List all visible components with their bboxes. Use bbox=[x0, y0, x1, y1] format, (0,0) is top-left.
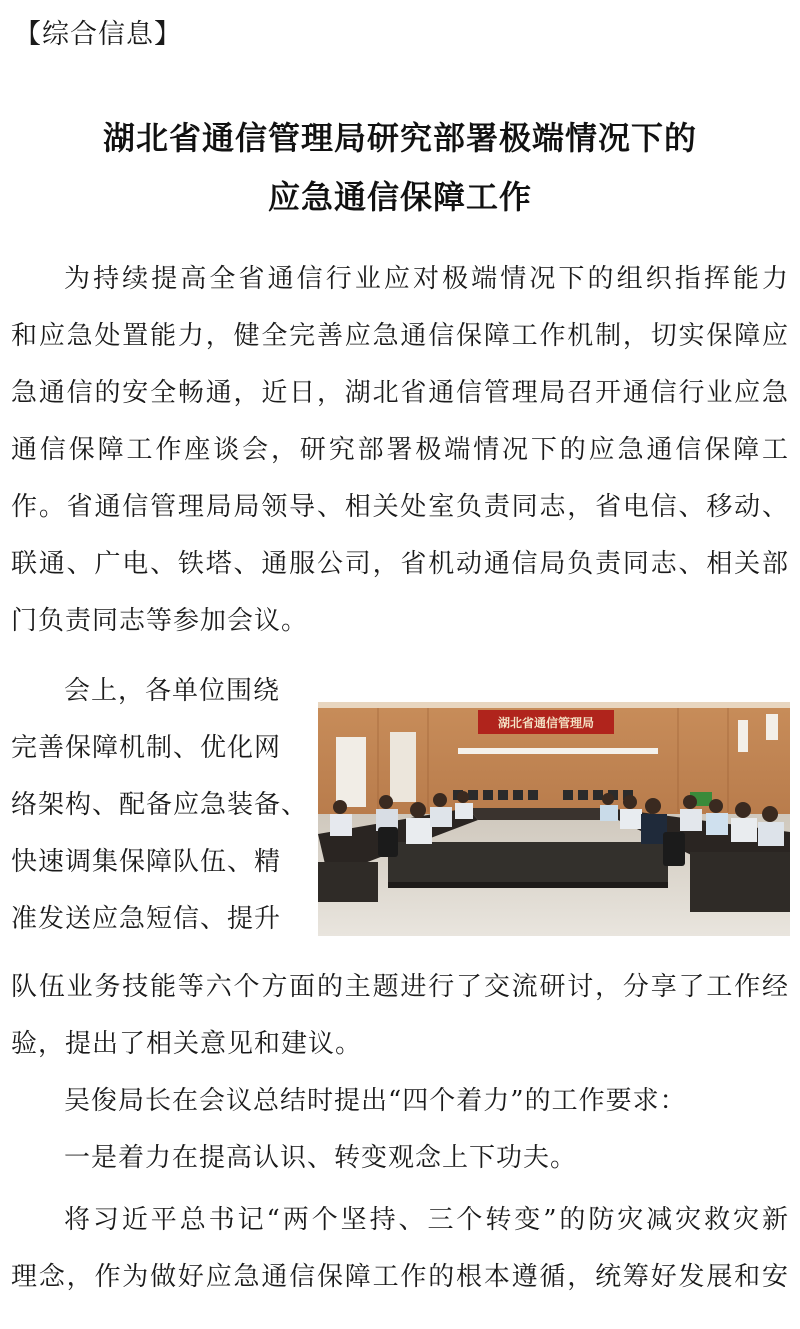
paragraph-2-line: 验，提出了相关意见和建议。 bbox=[11, 1029, 363, 1059]
paragraph-2-line: 会上，各单位围绕 bbox=[64, 676, 281, 706]
paragraph-4: 一是着力在提高认识、转变观念上下功夫。 bbox=[64, 1143, 578, 1173]
paragraph-2-line: 队伍业务技能等六个方面的主题进行了交流研讨，分享了工作经 bbox=[11, 972, 789, 1002]
paragraph-2-line: 快速调集保障队伍、精 bbox=[11, 847, 282, 877]
meeting-banner-text: 湖北省通信管理局 bbox=[497, 716, 595, 730]
article-title-line-1: 湖北省通信管理局研究部署极端情况下的 bbox=[102, 119, 697, 157]
paragraph-3: 吴俊局长在会议总结时提出“四个着力”的工作要求： bbox=[64, 1086, 687, 1116]
paragraph-1-line: 为持续提高全省通信行业应对极端情况下的组织指挥能力 bbox=[64, 264, 789, 294]
paragraph-2-line: 完善保障机制、优化网 bbox=[11, 733, 282, 763]
paragraph-1-line: 急通信的安全畅通，近日，湖北省通信管理局召开通信行业应急 bbox=[11, 378, 789, 408]
meeting-photo bbox=[318, 702, 790, 936]
paragraph-5-line: 理念，作为做好应急通信保障工作的根本遵循，统筹好发展和安 bbox=[11, 1262, 789, 1292]
paragraph-1-line: 门负责同志等参加会议。 bbox=[11, 606, 309, 636]
paragraph-1-line: 作。省通信管理局局领导、相关处室负责同志，省电信、移动、 bbox=[11, 492, 789, 522]
paragraph-1-line: 和应急处置能力，健全完善应急通信保障工作机制，切实保障应 bbox=[11, 321, 789, 351]
paragraph-2-line: 络架构、配备应急装备、 bbox=[11, 790, 309, 820]
paragraph-1-line: 通信保障工作座谈会，研究部署极端情况下的应急通信保障工 bbox=[11, 435, 789, 465]
paragraph-1-line: 联通、广电、铁塔、通服公司，省机动通信局负责同志、相关部 bbox=[11, 549, 789, 579]
paragraph-5-line: 将习近平总书记“两个坚持、三个转变”的防灾减灾救灾新 bbox=[64, 1205, 789, 1235]
paragraph-2-line: 准发送应急短信、提升 bbox=[11, 904, 282, 934]
category-tag: 【综合信息】 bbox=[14, 19, 182, 50]
article-title-line-2: 应急通信保障工作 bbox=[267, 178, 532, 216]
